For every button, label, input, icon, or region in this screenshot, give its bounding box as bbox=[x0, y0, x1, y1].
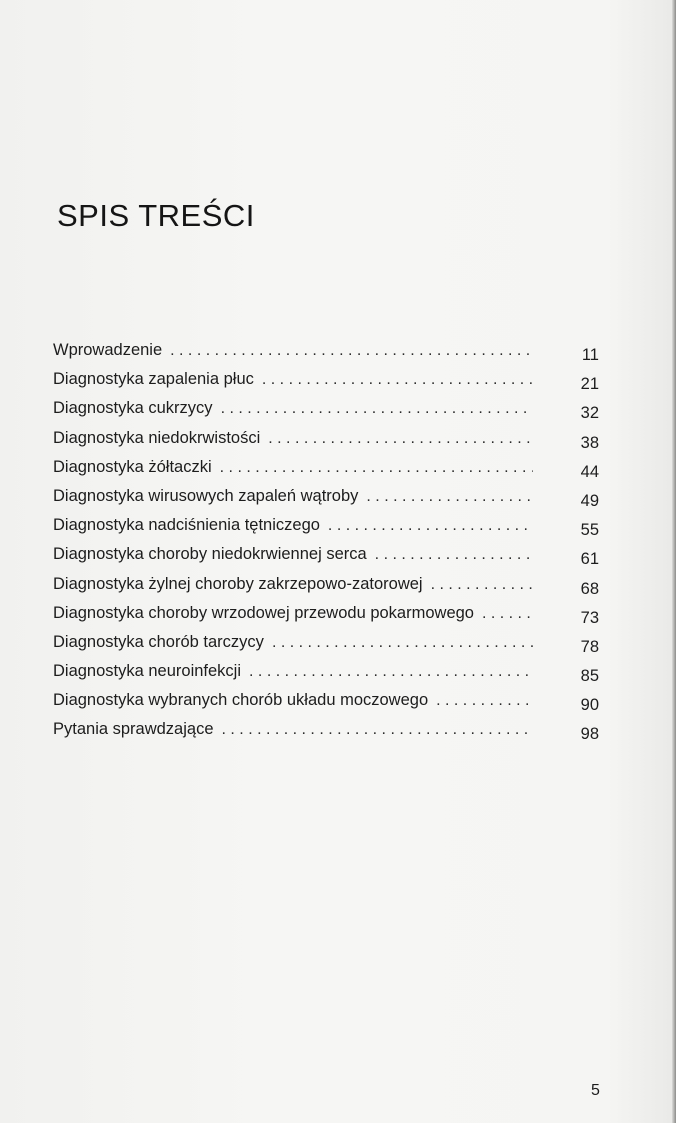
toc-entry-page: 85 bbox=[580, 667, 599, 686]
toc-entry-title: Diagnostyka żylnej choroby zakrzepowo-zatorowej bbox=[53, 574, 423, 593]
toc-leader-dots bbox=[362, 488, 533, 506]
toc-entry-title: Diagnostyka choroby wrzodowej przewodu pokarmowego bbox=[53, 603, 474, 622]
toc-leader-dots bbox=[216, 459, 533, 477]
toc-entry-page: 68 bbox=[580, 579, 599, 598]
toc-entry-page: 78 bbox=[580, 637, 599, 656]
toc-entry bbox=[53, 575, 599, 604]
toc-entry-page: 49 bbox=[580, 491, 599, 510]
toc-leader-dots bbox=[264, 430, 533, 448]
toc-entry-page: 32 bbox=[580, 404, 599, 423]
toc-leader-dots bbox=[217, 400, 533, 418]
toc-entry-page: 73 bbox=[580, 608, 599, 627]
toc-entry bbox=[53, 691, 599, 720]
toc-entry bbox=[53, 370, 599, 399]
toc-entry-title: Diagnostyka wybranych chorób układu moczowego bbox=[53, 691, 429, 710]
toc-leader-dots bbox=[258, 371, 533, 389]
page-edge-shadow bbox=[672, 0, 676, 1123]
toc-leader-dots bbox=[324, 517, 533, 535]
toc-leader-dots bbox=[478, 605, 533, 623]
toc-entry-page: 38 bbox=[580, 433, 599, 452]
toc-entry-title: Diagnostyka chorób tarczycy bbox=[53, 632, 264, 651]
toc-entry-title: Diagnostyka niedokrwistości bbox=[53, 428, 261, 447]
toc-entry bbox=[53, 545, 599, 574]
toc-entry-page: 90 bbox=[580, 696, 599, 715]
toc-entry bbox=[53, 487, 599, 516]
toc-entry-title: Diagnostyka zapalenia płuc bbox=[53, 370, 254, 389]
toc-entry-page: 61 bbox=[580, 550, 599, 569]
toc-entry-page: 44 bbox=[580, 462, 599, 481]
toc-entry-title: Diagnostyka neuroinfekcji bbox=[53, 662, 242, 681]
toc-leader-dots bbox=[371, 546, 533, 564]
toc-leader-dots bbox=[268, 634, 533, 652]
toc-entry bbox=[53, 720, 599, 749]
toc-entry bbox=[53, 429, 599, 458]
toc-leader-dots bbox=[166, 342, 533, 360]
toc-entry-page: 55 bbox=[580, 521, 599, 540]
toc-entry bbox=[53, 662, 599, 691]
toc-leader-dots bbox=[427, 576, 533, 594]
toc-entry-page: 98 bbox=[580, 725, 599, 744]
toc-entry-title: Diagnostyka choroby niedokrwiennej serca bbox=[53, 545, 367, 564]
toc-leader-dots bbox=[245, 663, 533, 681]
toc-entry-title: Diagnostyka żółtaczki bbox=[53, 457, 212, 476]
toc-leader-dots bbox=[432, 692, 533, 710]
toc-entry bbox=[53, 458, 599, 487]
page-title: SPIS TREŚCI bbox=[57, 198, 255, 233]
toc-entry bbox=[53, 604, 599, 633]
toc-entry-title: Diagnostyka cukrzycy bbox=[53, 399, 213, 418]
page-number: 5 bbox=[591, 1082, 600, 1099]
table-of-contents bbox=[53, 341, 599, 750]
toc-entry-title: Diagnostyka nadciśnienia tętniczego bbox=[53, 516, 320, 535]
toc-entry bbox=[53, 341, 599, 370]
toc-entry-page: 21 bbox=[580, 375, 599, 394]
toc-leader-dots bbox=[218, 721, 533, 739]
toc-entry bbox=[53, 633, 599, 662]
toc-entry bbox=[53, 399, 599, 428]
toc-entry-title: Diagnostyka wirusowych zapaleń wątroby bbox=[53, 486, 359, 505]
toc-entry-title: Wprowadzenie bbox=[53, 341, 163, 359]
toc-entry bbox=[53, 516, 599, 545]
toc-entry-page: 11 bbox=[581, 346, 599, 364]
toc-entry-title: Pytania sprawdzające bbox=[53, 720, 214, 739]
